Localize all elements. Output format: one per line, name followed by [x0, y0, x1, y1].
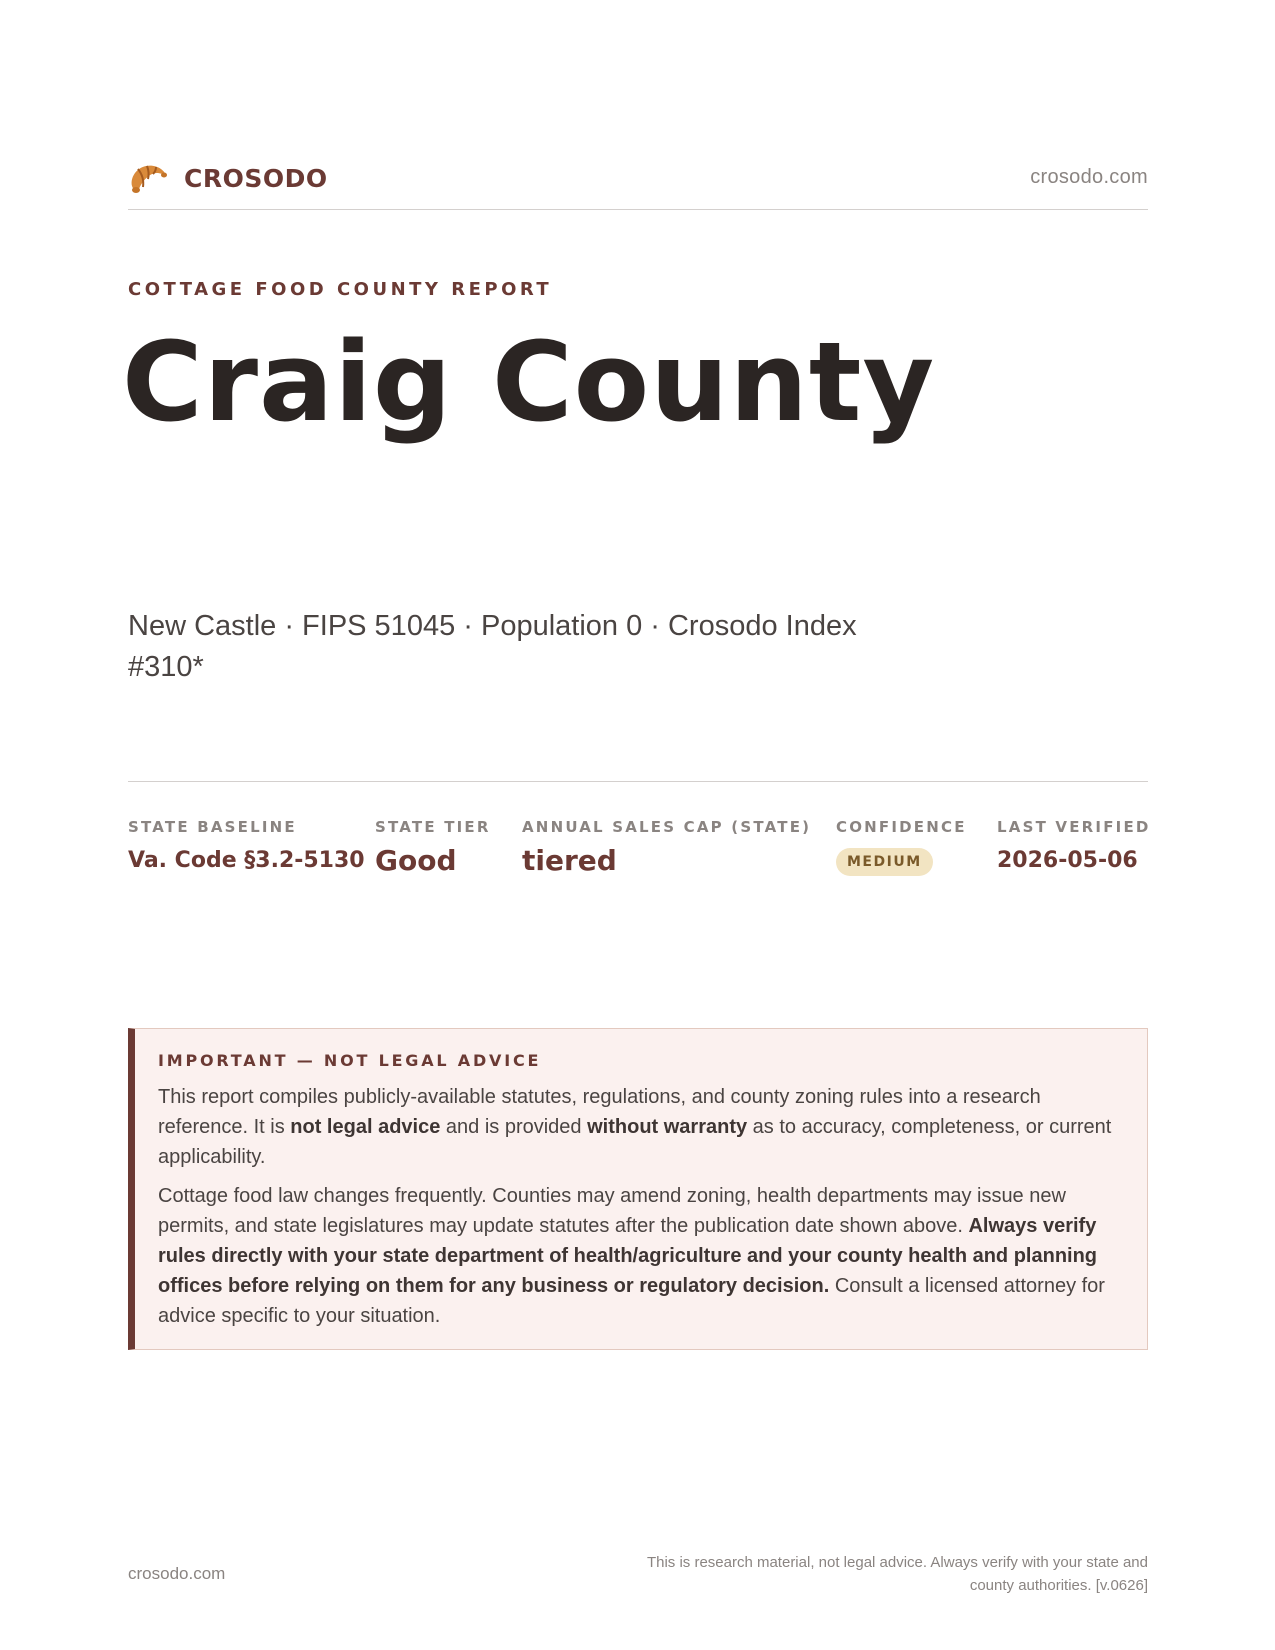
- page-title: Craig County: [122, 318, 936, 446]
- report-header: [128, 158, 1148, 210]
- site-url-link[interactable]: crosodo.com: [1030, 166, 1148, 188]
- croissant-icon: [128, 160, 168, 196]
- notice-paragraph-1: This report compiles publicly-available statutes, regulations, and county zoning rules into a research reference. It is not legal advice and is provided without warranty as to accuracy, completeness, or current applicability.: [158, 1086, 1112, 1168]
- divider: [128, 781, 1148, 782]
- stat-state-tier: [375, 818, 491, 877]
- report-eyebrow: COTTAGE FOOD COUNTY REPORT: [128, 279, 553, 300]
- stat-value: Good: [375, 844, 457, 877]
- stats-row: [128, 818, 1151, 898]
- brand-name: CROSODO: [184, 163, 328, 193]
- footer-disclaimer: This is research material, not legal advice. Always verify with your state and county authorities. [v.0626]: [646, 1554, 1148, 1594]
- stat-value: tiered: [522, 844, 617, 877]
- notice-paragraph-2: Cottage food law changes frequently. Counties may amend zoning, health departments may issue new permits, and state legislatures may update statutes after the publication date shown above. Always verify rules directly with your state department of health/agriculture and your county health and planning offices before relying on them for any business or regulatory decision. Consult a licensed attorney for advice specific to your situation.: [158, 1185, 1105, 1327]
- brand[interactable]: [128, 160, 328, 196]
- footer-site-url[interactable]: crosodo.com: [128, 1564, 226, 1583]
- stat-state-baseline: [128, 818, 365, 873]
- stat-label: STATE TIER: [375, 818, 491, 836]
- stat-label: LAST VERIFIED: [997, 818, 1151, 836]
- confidence-badge: MEDIUM: [836, 848, 933, 876]
- stat-value: Va. Code §3.2-5130: [128, 848, 365, 873]
- stat-value: 2026-05-06: [997, 848, 1138, 873]
- stat-annual-sales-cap: [522, 818, 811, 877]
- stat-confidence: [836, 818, 967, 876]
- stat-label: ANNUAL SALES CAP (STATE): [522, 818, 812, 836]
- stat-last-verified: [997, 818, 1151, 873]
- legal-notice: [128, 1028, 1148, 1350]
- county-subline: New Castle · FIPS 51045 · Population 0 · Crosodo Index #310*: [128, 610, 857, 683]
- stat-label: STATE BASELINE: [128, 818, 297, 836]
- stat-label: CONFIDENCE: [836, 818, 967, 836]
- notice-title: IMPORTANT — NOT LEGAL ADVICE: [158, 1051, 542, 1070]
